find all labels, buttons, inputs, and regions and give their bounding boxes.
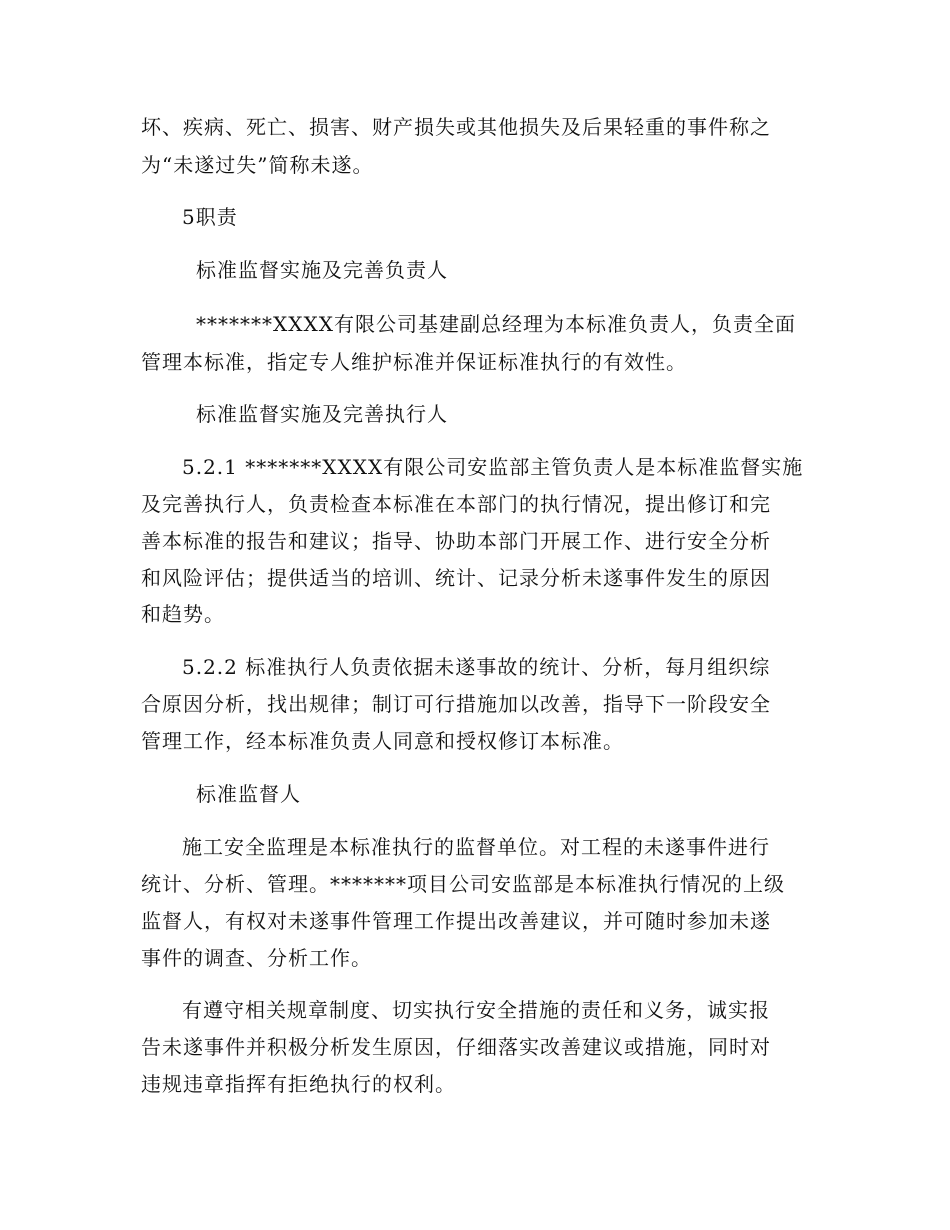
text-line: 违规违章指挥有拒绝执行的权利。 <box>141 1072 456 1096</box>
text-line: 管理本标准，指定专人维护标准并保证标准执行的有效性。 <box>141 350 687 374</box>
subsection-heading: 标准监督实施及完善负责人 <box>196 258 448 282</box>
text-line: 为“未遂过失”简称未遂。 <box>141 153 374 177</box>
text-line: 施工安全监理是本标准执行的监督单位。对工程的未遂事件进行 <box>182 835 770 859</box>
text-line: 和趋势。 <box>141 602 225 626</box>
subsection-heading: 标准监督实施及完善执行人 <box>196 402 448 426</box>
text-line: 事件的调查、分析工作。 <box>141 946 372 970</box>
subsection-heading: 标准监督人 <box>196 782 301 806</box>
section-heading: 5职责 <box>182 205 238 229</box>
text-line: 5.2.1 *******XXXX有限公司安监部主管负责人是本标准监督实施 <box>182 455 804 479</box>
text-line: 5.2.2 标准执行人负责依据未遂事故的统计、分析，每月组织综 <box>182 655 771 679</box>
text-line: 管理工作，经本标准负责人同意和授权修订本标准。 <box>141 729 624 753</box>
text-line: 善本标准的报告和建议；指导、协助本部门开展工作、进行安全分析 <box>141 529 771 553</box>
text-line: *******XXXX有限公司基建副总经理为本标准负责人，负责全面 <box>196 312 796 336</box>
text-line: 监督人，有权对未遂事件管理工作提出改善建议，并可随时参加未遂 <box>141 909 771 933</box>
text-line: 和风险评估；提供适当的培训、统计、记录分析未遂事件发生的原因 <box>141 566 771 590</box>
text-line: 统计、分析、管理。*******项目公司安监部是本标准执行情况的上级 <box>141 872 785 896</box>
text-line: 坏、疾病、死亡、损害、财产损失或其他损失及后果轻重的事件称之 <box>141 115 771 139</box>
text-line: 合原因分析，找出规律；制订可行措施加以改善，指导下一阶段安全 <box>141 692 771 716</box>
text-line: 告未遂事件并积极分析发生原因，仔细落实改善建议或措施，同时对 <box>141 1035 771 1059</box>
text-line: 及完善执行人，负责检查本标准在本部门的执行情况，提出修订和完 <box>141 492 771 516</box>
text-line: 有遵守相关规章制度、切实执行安全措施的责任和义务，诚实报 <box>182 998 770 1022</box>
